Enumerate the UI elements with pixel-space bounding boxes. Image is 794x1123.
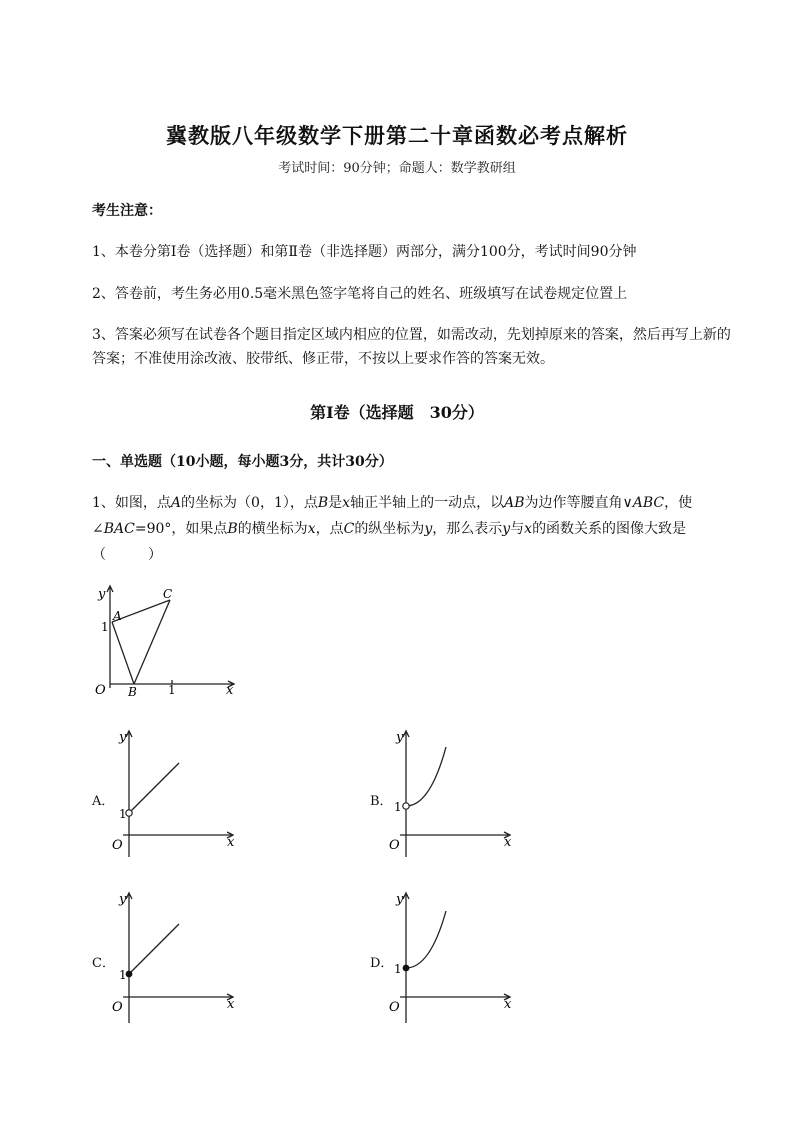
y-one-label: 1	[101, 620, 109, 634]
curve-graph	[406, 911, 446, 968]
origin-label: O	[112, 838, 123, 853]
x-label: x	[227, 997, 235, 1012]
segment-ab	[112, 622, 134, 684]
y-label: y	[119, 730, 127, 745]
option-c-label[interactable]: C．	[92, 956, 115, 971]
part-heading: 一、单选题（10小题，每小题3分，共计30分）	[92, 454, 393, 470]
option-b-graph[interactable]	[382, 725, 522, 860]
option-d-label[interactable]: D．	[370, 956, 394, 971]
option-c-graph[interactable]	[105, 887, 245, 1027]
point-b-label: B	[128, 685, 137, 699]
y-label: y	[119, 892, 127, 907]
one-label: 1	[394, 962, 402, 976]
point-a-label: A	[113, 609, 122, 623]
linear-graph	[129, 763, 179, 813]
one-label: 1	[394, 800, 402, 814]
y-label: y	[396, 892, 404, 907]
x-label: x	[227, 835, 235, 850]
linear-graph	[129, 924, 179, 974]
exam-info: 考试时间：90分钟；命题人：数学教研组	[278, 161, 516, 176]
open-point	[126, 810, 132, 816]
x-label: x	[504, 997, 512, 1012]
question-1-figure	[86, 580, 246, 700]
origin-label: O	[389, 1000, 400, 1015]
x-label: x	[504, 835, 512, 850]
section-title: 第I卷（选择题 30分）	[310, 403, 484, 422]
option-a-label[interactable]: A．	[92, 794, 115, 809]
segment-bc	[134, 600, 170, 684]
option-b-label[interactable]: B．	[370, 794, 393, 809]
answer-blank: （ ）	[92, 547, 162, 563]
notice-heading: 考生注意：	[92, 203, 162, 219]
curve-graph	[406, 747, 446, 806]
x-one-label: 1	[168, 683, 176, 697]
point-c-label: C	[163, 587, 173, 601]
notice-item-3: 3、答案必须写在试卷各个题目指定区域内相应的位置，如需改动，先划掉原来的答案，然后再写上新的答案；不准使用涂改液、胶带纸、修正带，不按以上要求作答的答案无效。	[92, 327, 731, 367]
origin-label: O	[95, 683, 106, 698]
origin-label: O	[112, 1000, 123, 1015]
notice-item-2: 2、答卷前，考生务必用0.5毫米黑色签字笔将自己的姓名、班级填写在试卷规定位置上	[92, 286, 628, 302]
question-1-text: 1、如图，点A的坐标为（0，1），点B是x轴正半轴上的一动点，以AB为边作等腰直角∨ABC，使∠BAC=90°，如果点B的横坐标为x，点C的纵坐标为y，那么表示y与x的函数关系的图像大致是 （ ）	[92, 495, 693, 563]
y-label: y	[98, 587, 106, 602]
page-title: 冀教版八年级数学下册第二十章函数必考点解析	[166, 123, 628, 148]
option-a-graph[interactable]	[105, 725, 245, 860]
closed-point	[403, 965, 410, 972]
one-label: 1	[119, 968, 127, 982]
option-d-graph[interactable]	[382, 887, 522, 1027]
origin-label: O	[389, 838, 400, 853]
x-label: x	[226, 683, 234, 698]
open-point	[403, 803, 409, 809]
y-label: y	[396, 730, 404, 745]
one-label: 1	[119, 807, 127, 821]
notice-item-1: 1、本卷分第I卷（选择题）和第Ⅱ卷（非选择题）两部分，满分100分，考试时间90分钟	[92, 244, 637, 260]
